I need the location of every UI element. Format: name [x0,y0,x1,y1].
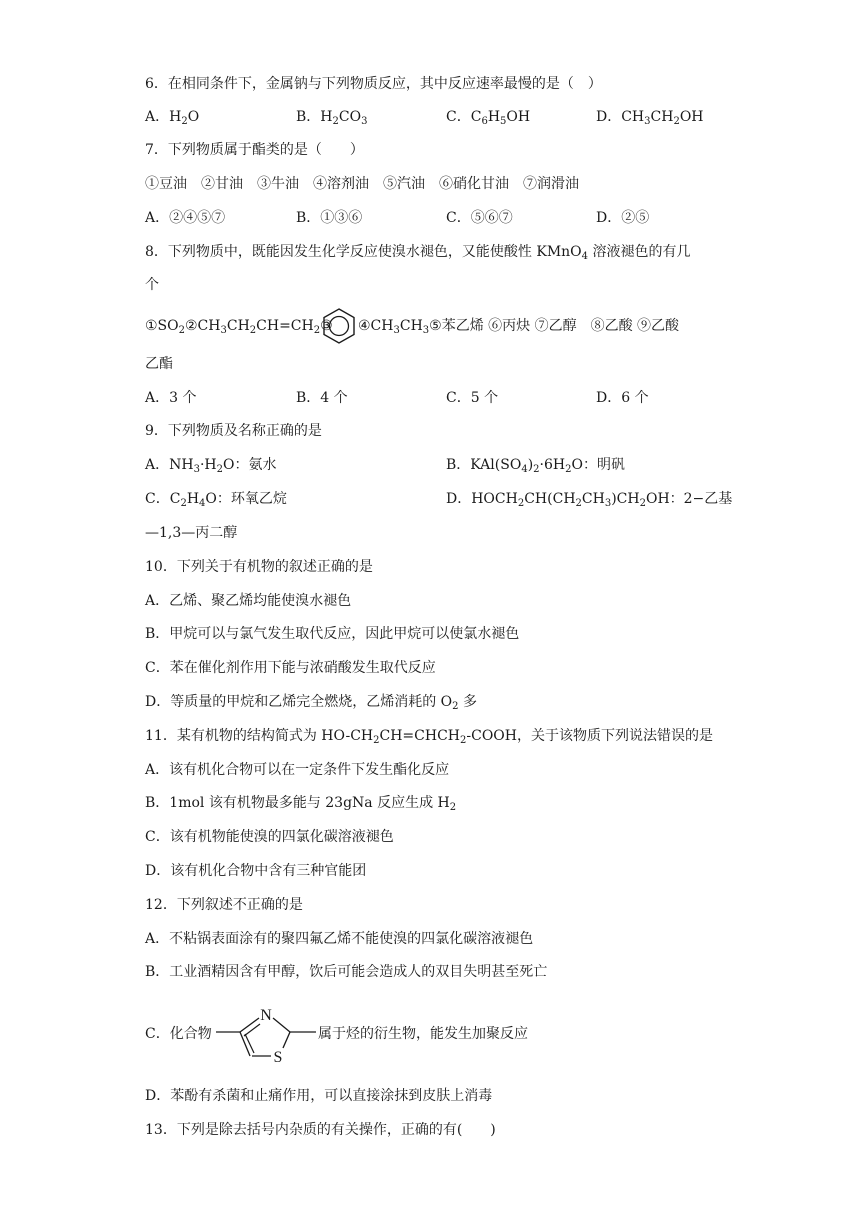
benzene-ring-icon [320,307,358,345]
q9-option-c: C．$C_2H_4O$：环氧乙烷 [145,491,287,509]
q6-stem: 6．在相同条件下，金属钠与下列物质反应，其中反应速率最慢的是（ ） [145,76,602,92]
ring-sulfur-label: S [273,1049,283,1066]
q9-stem: 9．下列物质及名称正确的是 [145,423,322,439]
q10-option-d: D．等质量的甲烷和乙烯完全燃烧，乙烯消耗的 $O_2$ 多 [145,694,477,712]
q12-option-c-prefix: C．化合物 [145,1026,212,1042]
q7-option-a: A．②④⑤⑦ [145,210,226,226]
q12-option-b: B．工业酒精因含有甲醇，饮后可能会造成人的双目失明甚至死亡 [145,964,548,980]
q8-list-part2: $④CH_3CH_3⑤$苯乙烯 ⑥丙炔 ⑦乙醇 ⑧乙酸 ⑨乙酸 [358,318,680,336]
q10-stem: 10．下列关于有机物的叙述正确的是 [145,559,373,575]
q9-option-a: A．$NH_3\cdot H_2O$：氨水 [145,457,277,475]
q12-option-a: A．不粘锅表面涂有的聚四氟乙烯不能使溴的四氯化碳溶液褪色 [145,931,534,947]
q9-option-d-cont: —1,3—丙二醇 [145,525,238,541]
q8-stem-line2: 个 [145,277,159,293]
q6-option-a: A．$H_2O$ [145,109,200,127]
q12-option-c-suffix: 属于烃的衍生物，能发生加聚反应 [318,1026,528,1042]
q9-option-d: D．$HOCH_2CH(CH_2CH_3)CH_2OH$：2−乙基 [446,491,733,509]
q10-option-c: C．苯在催化剂作用下能与浓硝酸发生取代反应 [145,660,436,676]
q8-stem-line1: 8．下列物质中，既能因发生化学反应使溴水褪色，又能使酸性 KMnO$_4$ 溶液褪色的有几 [145,244,691,262]
q6-option-b: B．$H_2CO_3$ [296,109,368,127]
q8-option-d: D．6 个 [596,390,649,406]
q8-list-part3: 乙酯 [145,356,173,372]
q11-stem: 11．某有机物的结构简式为 $HO-CH_2CH=CHCH_2$-COOH，关于该物质下列说法错误的是 [145,728,713,746]
q10-option-a: A．乙烯、聚乙烯均能使溴水褪色 [145,593,352,609]
q7-list: ①豆油 ②甘油 ③牛油 ④溶剂油 ⑤汽油 ⑥硝化甘油 ⑦润滑油 [145,176,579,192]
q11-option-a: A．该有机化合物可以在一定条件下发生酯化反应 [145,762,450,778]
q12-option-d: D．苯酚有杀菌和止痛作用，可以直接涂抹到皮肤上消毒 [145,1088,493,1104]
q6-option-d: D．$CH_3CH_2OH$ [596,109,704,127]
q12-stem: 12．下列叙述不正确的是 [145,897,303,913]
thiazole-structure-icon [214,998,318,1068]
q6-option-c: C．$C_6H_5OH$ [446,109,531,127]
q10-option-b: B．甲烷可以与氯气发生取代反应，因此甲烷可以使氯水褪色 [145,626,520,642]
ring-nitrogen-label: N [260,1007,272,1024]
q8-option-b: B．4 个 [296,390,348,406]
q7-stem: 7．下列物质属于酯类的是（ ） [145,142,364,158]
q7-option-d: D．②⑤ [596,210,650,226]
q8-option-a: A．3 个 [145,390,197,406]
q11-option-b: B．1mol 该有机物最多能与 23gNa 反应生成 $H_2$ [145,795,457,813]
q8-option-c: C．5 个 [446,390,499,406]
q13-stem: 13．下列是除去括号内杂质的有关操作，正确的有( ) [145,1122,496,1138]
q8-list-part1: $①SO_2②CH_3CH_2CH=CH_2③$ [145,318,333,336]
q9-option-b: B．$KAl(SO_4)_2\cdot 6H_2O$：明矾 [446,457,625,475]
q7-option-c: C．⑤⑥⑦ [446,210,513,226]
q11-option-d: D．该有机化合物中含有三种官能团 [145,863,367,879]
q11-option-c: C．该有机物能使溴的四氯化碳溶液褪色 [145,829,394,845]
q7-option-b: B．①③⑥ [296,210,363,226]
